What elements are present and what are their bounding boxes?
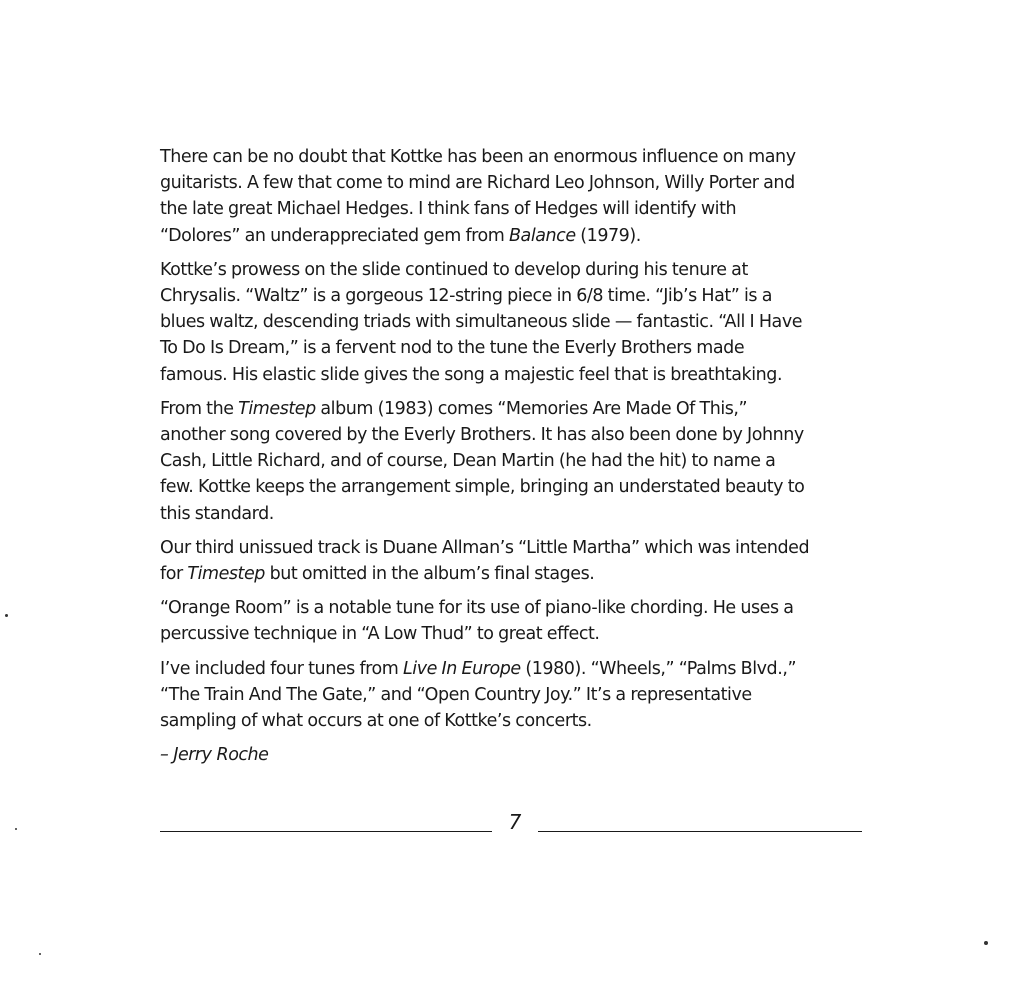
liner-notes-text bbox=[160, 144, 860, 768]
text-line bbox=[160, 621, 860, 647]
text-segment: “Dolores” an underappreciated gem from bbox=[160, 225, 509, 246]
text-segment: few. Kottke keeps the arrangement simple, bringing an understated beauty to bbox=[160, 477, 805, 498]
text-line bbox=[160, 257, 860, 283]
text-segment: “The Train And The Gate,” and “Open Country Joy.” It’s a representative bbox=[160, 684, 752, 705]
author-signature: – Jerry Roche bbox=[160, 745, 269, 766]
text-segment: I’ve included four tunes from bbox=[160, 658, 403, 679]
text-line bbox=[160, 474, 860, 500]
text-segment: blues waltz, descending triads with simultaneous slide — fantastic. “All I Have bbox=[160, 312, 803, 333]
text-line bbox=[160, 223, 860, 249]
text-line bbox=[160, 422, 860, 448]
text-segment: “Orange Room” is a notable tune for its use of piano-like chording. He uses a bbox=[160, 598, 794, 619]
text-segment: To Do Is Dream,” is a fervent nod to the tune the Everly Brothers made bbox=[160, 338, 745, 359]
text-segment: There can be no doubt that Kottke has been an enormous influence on many bbox=[160, 147, 796, 167]
text-line bbox=[160, 362, 860, 388]
text-segment: but omitted in the album’s final stages. bbox=[264, 564, 595, 585]
text-line bbox=[160, 595, 860, 621]
text-segment: Kottke’s prowess on the slide continued to develop during his tenure at bbox=[160, 259, 748, 280]
paragraph bbox=[160, 396, 860, 527]
page-number: 7 bbox=[508, 810, 522, 834]
text-line bbox=[160, 170, 860, 196]
scan-speck bbox=[39, 953, 41, 955]
text-line bbox=[160, 682, 860, 708]
text-segment: Chrysalis. “Waltz” is a gorgeous 12-string piece in 6/8 time. “Jib’s Hat” is a bbox=[160, 286, 772, 307]
scan-speck bbox=[984, 941, 988, 945]
text-segment: another song covered by the Everly Brothers. It has also been done by Johnny bbox=[160, 425, 804, 446]
text-line bbox=[160, 535, 860, 561]
text-segment: percussive technique in “A Low Thud” to great effect. bbox=[160, 624, 600, 645]
text-segment: the late great Michael Hedges. I think fans of Hedges will identify with bbox=[160, 199, 737, 220]
paragraph bbox=[160, 656, 860, 735]
text-segment: guitarists. A few that come to mind are Richard Leo Johnson, Willy Porter and bbox=[160, 173, 795, 194]
paragraphs bbox=[160, 144, 860, 734]
italic-title: Timestep bbox=[187, 564, 265, 585]
scan-speck bbox=[5, 614, 8, 617]
text-line bbox=[160, 396, 860, 422]
footer-rule-left bbox=[160, 831, 492, 832]
italic-title: Timestep bbox=[238, 398, 316, 419]
scan-speck bbox=[15, 828, 17, 830]
text-line bbox=[160, 448, 860, 474]
text-segment: for bbox=[160, 564, 188, 585]
paragraph bbox=[160, 257, 860, 388]
text-segment: Cash, Little Richard, and of course, Dean Martin (he had the hit) to name a bbox=[160, 451, 776, 472]
page-footer bbox=[160, 810, 862, 840]
text-line bbox=[160, 283, 860, 309]
text-line bbox=[160, 708, 860, 734]
text-line bbox=[160, 144, 860, 170]
text-segment: Our third unissued track is Duane Allman’s “Little Martha” which was intended bbox=[160, 537, 810, 558]
footer-rule-right bbox=[538, 831, 862, 832]
paragraph bbox=[160, 595, 860, 647]
text-segment: famous. His elastic slide gives the song a majestic feel that is breathtaking. bbox=[160, 364, 783, 385]
text-line bbox=[160, 561, 860, 587]
italic-title: Live In Europe bbox=[402, 658, 521, 679]
paragraph bbox=[160, 535, 860, 587]
italic-title: Balance bbox=[508, 225, 576, 246]
text-segment: album (1983) comes “Memories Are Made Of This,” bbox=[315, 398, 748, 419]
text-segment: (1980). “Wheels,” “Palms Blvd.,” bbox=[520, 658, 797, 679]
text-line bbox=[160, 335, 860, 361]
text-line bbox=[160, 656, 860, 682]
text-line bbox=[160, 196, 860, 222]
text-segment: sampling of what occurs at one of Kottke’s concerts. bbox=[160, 711, 592, 732]
text-segment: From the bbox=[160, 398, 239, 419]
text-segment: this standard. bbox=[160, 503, 274, 524]
paragraph bbox=[160, 144, 860, 249]
text-line bbox=[160, 501, 860, 527]
text-line bbox=[160, 309, 860, 335]
text-segment: (1979). bbox=[575, 225, 641, 246]
